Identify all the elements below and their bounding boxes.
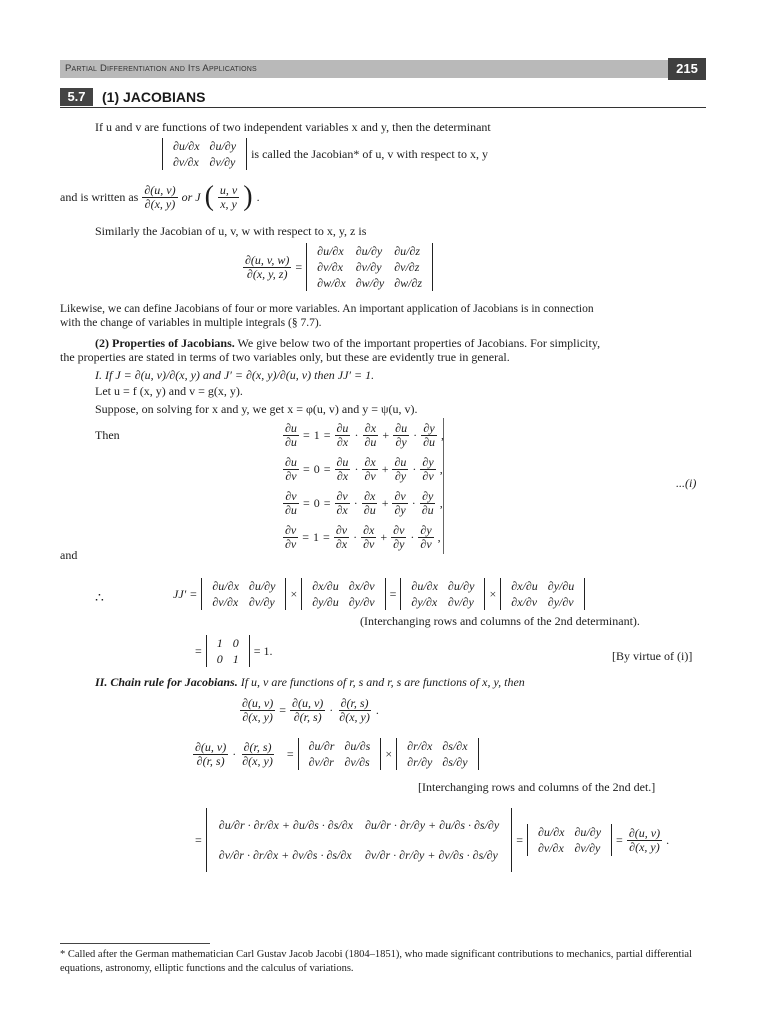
paragraph-likewise: Likewise, we can define Jacobians of four or more variables. An important application of Jacobians is in connection bbox=[60, 303, 594, 315]
paragraph-properties-cont: the properties are stated in terms of two variables only, but these are evidently true in general. bbox=[60, 350, 510, 364]
by-virtue-note: [By virtue of (i)] bbox=[612, 649, 693, 663]
jacobian-fraction: $\frac{\partial(u, v)}{\partial(x, y)}$ bbox=[144, 182, 176, 211]
section-rule bbox=[60, 107, 706, 108]
footnote-rule bbox=[60, 943, 210, 944]
and-label: and bbox=[60, 548, 78, 562]
equation-row: $\frac{\partial v}{\partial u}$ = 0 = $\frac{\partial v}{\partial x}$ · $\frac{\partial x}{\partial u}$ + $\frac{\partial v}{\partial y}$ · $\frac{\partial y}{\partial u}$ , bbox=[285, 488, 443, 517]
page-number: 215 bbox=[668, 58, 706, 80]
section-title: (1) JACOBIANS bbox=[102, 89, 206, 105]
chain-rule-statement: $\frac{\partial(u, v)}{\partial(x, y)}$ = $\frac{\partial(u, v)}{\partial(r, s)}$ · $\frac{\partial(r, s)}{\partial(x, y)}$ . bbox=[242, 696, 379, 724]
equation-tag: ...(i) bbox=[676, 476, 697, 490]
written-as-row: and is written as $\frac{\partial(u, v)}{\partial(x, y)}$ or J ( $\frac{u, v}{x, y}$ ) . bbox=[60, 181, 260, 212]
equation-row: $\frac{\partial u}{\partial u}$ = 1 = $\frac{\partial u}{\partial x}$ · $\frac{\partial x}{\partial u}$ + $\frac{\partial u}{\partial y}$ · $\frac{\partial y}{\partial u}$ , bbox=[285, 420, 445, 449]
determinant-2x2: ∂u/∂x ∂u/∂y ∂v/∂x ∂v/∂y bbox=[162, 138, 247, 170]
suppose-line: Suppose, on solving for x and y, we get x = φ(u, v) and y = ψ(u, v). bbox=[95, 402, 418, 416]
equation-row: $\frac{\partial v}{\partial v}$ = 1 = $\frac{\partial v}{\partial x}$ · $\frac{\partial x}{\partial v}$ + $\frac{\partial v}{\partial y}$ · $\frac{\partial y}{\partial v}$ , bbox=[285, 522, 441, 551]
paragraph-likewise-cont: with the change of variables in multiple integrals (§ 7.7). bbox=[60, 317, 322, 329]
jacobian-definition-row bbox=[162, 138, 488, 170]
paragraph-intro: If u and v are functions of two independent variables x and y, then the determinant bbox=[95, 120, 491, 134]
interchange-note-1: (Interchanging rows and columns of the 2nd determinant). bbox=[360, 614, 640, 628]
therefore-symbol: ∴ bbox=[95, 591, 104, 606]
identity-row: = 1 0 0 1 = 1. bbox=[195, 636, 273, 666]
paragraph-three-variables: Similarly the Jacobian of u, v, w with respect to x, y, z is bbox=[95, 224, 367, 238]
called-jacobian-text: is called the Jacobian* of u, v with respect to x, y bbox=[251, 147, 488, 161]
footnote: * Called after the German mathematician Carl Gustav Jacob Jacobi (1804–1851), who made significant contributions to mechanics, partial differential equations, astronomy, elliptic functions and the calculus of variations. bbox=[60, 949, 692, 974]
then-label: Then bbox=[95, 428, 120, 442]
jj-prime-row: JJ′ = ∂u/∂x ∂u/∂y ∂v/∂x ∂v/∂y × ∂x/∂u ∂x/∂v ∂y/∂u ∂y/∂v = ∂u/∂x ∂u/∂y ∂y/∂x ∂v/∂y × ∂x/∂u ∂y/∂u ∂x/∂v ∂y/∂v bbox=[173, 578, 585, 610]
interchange-note-2: [Interchanging rows and columns of the 2nd det.] bbox=[418, 780, 656, 794]
property-one: I. If J = ∂(u, v)/∂(x, y) and J′ = ∂(x, y)/∂(u, v) then JJ′ = 1. bbox=[95, 368, 375, 382]
equation-row: $\frac{\partial u}{\partial v}$ = 0 = $\frac{\partial u}{\partial x}$ · $\frac{\partial x}{\partial v}$ + $\frac{\partial u}{\partial y}$ · $\frac{\partial y}{\partial v}$ , bbox=[285, 454, 443, 483]
paragraph-properties: (2) Properties of Jacobians. We give below two of the important properties of Jacobians. For simplicity, bbox=[95, 336, 601, 350]
section-number: 5.7 bbox=[60, 88, 93, 106]
expanded-determinant-row: = ∂u/∂r · ∂r/∂x + ∂u/∂s · ∂s/∂x ∂u/∂r · ∂r/∂y + ∂u/∂s · ∂s/∂y ∂v/∂r · ∂r/∂x + ∂v/∂s · ∂s/∂x ∂v/∂r · ∂r/∂y + ∂v/∂s · ∂s/∂y = ∂u/∂x ∂u/∂y ∂v/∂x ∂v/∂y = $\frac{\partial(u, v)}{\partial(x, y)}$ . bbox=[195, 808, 669, 872]
chain-rule-heading: II. Chain rule for Jacobians. If u, v are functions of r, s and r, s are functions of x, y, then bbox=[95, 675, 525, 689]
chain-rule-proof-row: $\frac{\partial(u, v)}{\partial(r, s)}$ · $\frac{\partial(r, s)}{\partial(x, y)}$ = ∂u/∂r ∂u/∂s ∂v/∂r ∂v/∂s × ∂r/∂x ∂s/∂x ∂r/∂y ∂s/∂y bbox=[193, 738, 479, 770]
equation-system bbox=[283, 418, 444, 554]
jacobian-3var-row: $\frac{\partial(u, v, w)}{\partial(x, y, z)}$ = ∂u/∂x ∂u/∂y ∂u/∂z ∂v/∂x ∂v/∂y ∂v/∂z ∂w/∂x ∂w/∂y ∂w/∂z bbox=[243, 243, 433, 291]
determinant-3x3: ∂u/∂x ∂u/∂y ∂u/∂z ∂v/∂x ∂v/∂y ∂v/∂z ∂w/∂x ∂w/∂y ∂w/∂z bbox=[306, 243, 433, 291]
running-title: Partial Differentiation and Its Applications bbox=[65, 63, 257, 74]
let-line: Let u = f (x, y) and v = g(x, y). bbox=[95, 384, 243, 398]
